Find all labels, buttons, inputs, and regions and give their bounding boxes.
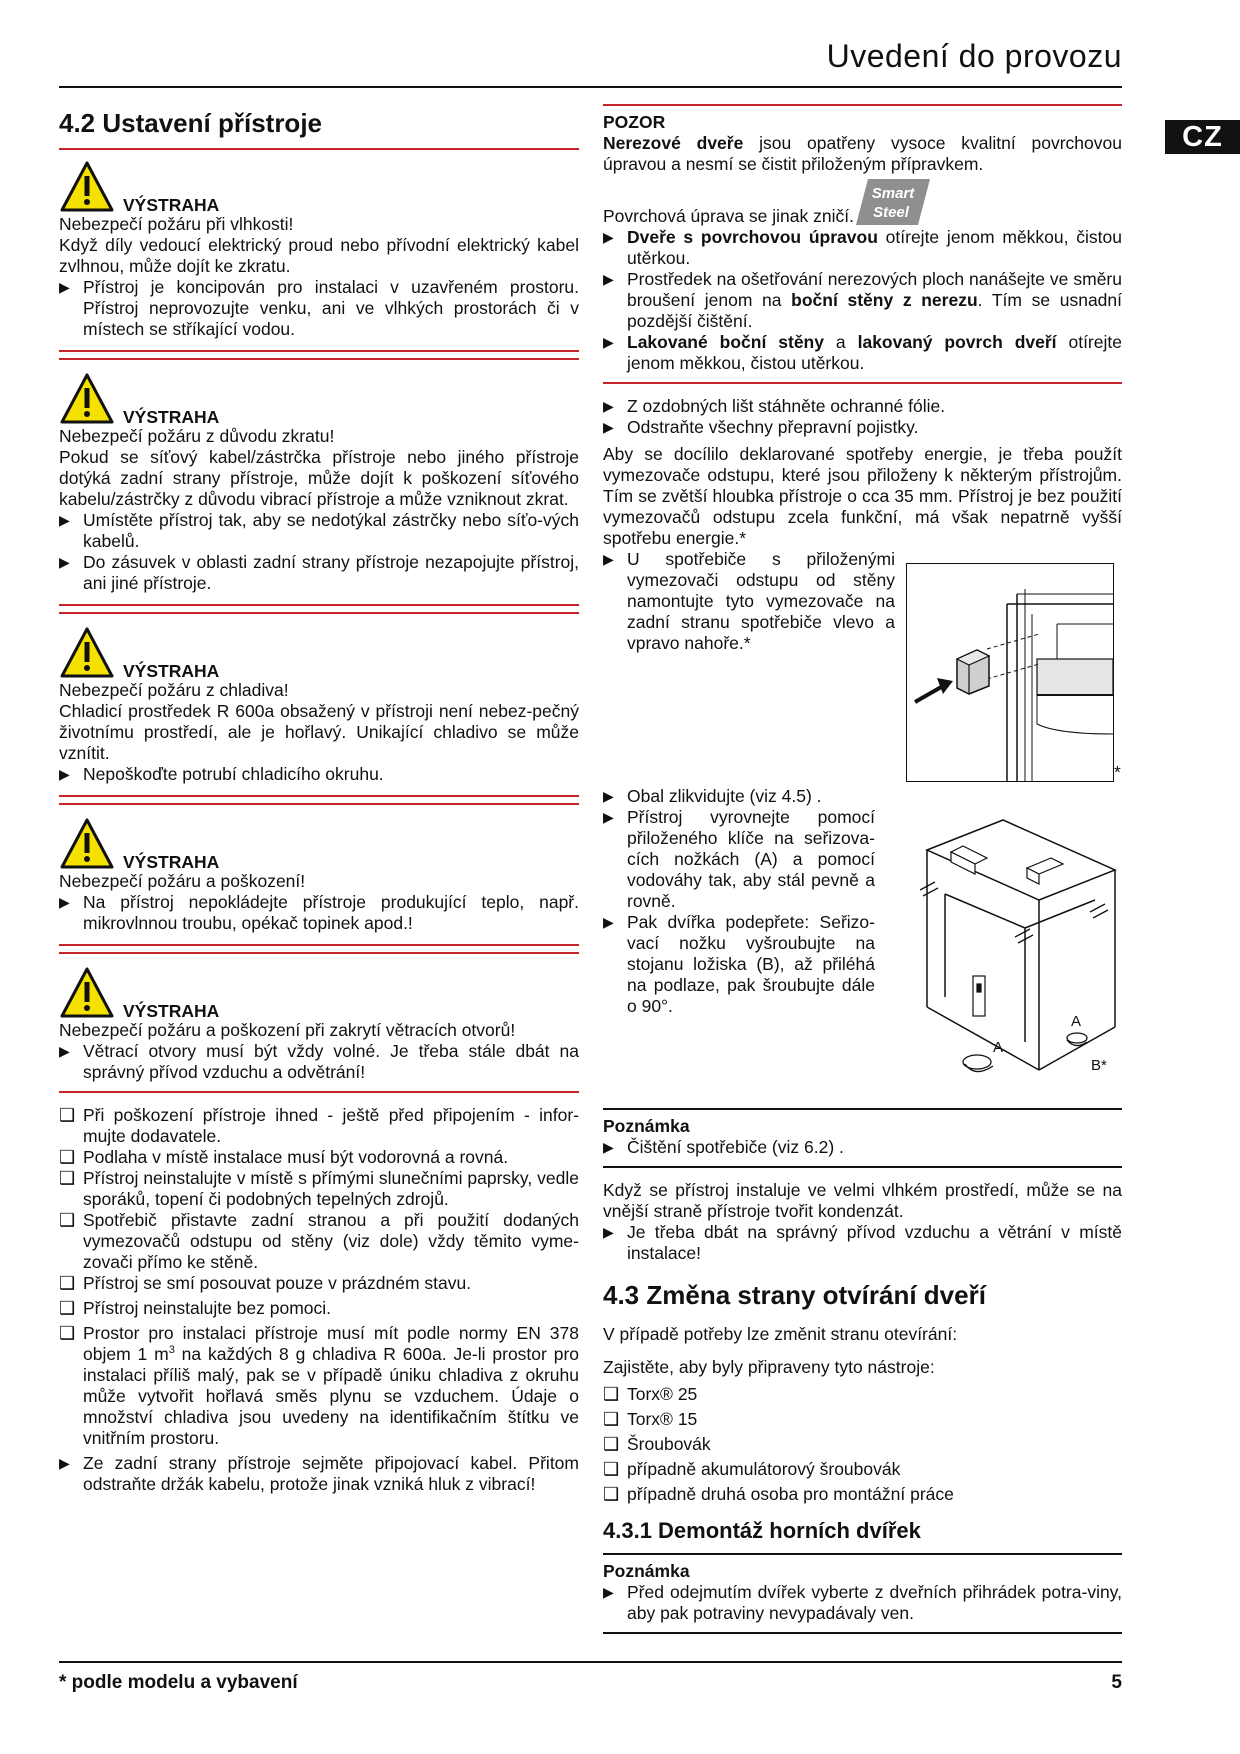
bullet-arrow-icon: ▶ <box>603 334 614 350</box>
header-rule <box>59 86 1122 88</box>
checklist-item: Přístroj neinstalujte v místě s přímými slunečními paprsky, vedle sporáků, topení či podobných tepelných zdrojů. <box>83 1168 579 1209</box>
bullet-arrow-icon: ▶ <box>603 914 614 930</box>
red-rule <box>603 382 1122 384</box>
note-title: Poznámka <box>603 1561 690 1581</box>
bullet-arrow-icon: ▶ <box>603 788 614 804</box>
warning-triangle-icon <box>59 817 115 871</box>
bullet-arrow-icon: ▶ <box>603 809 614 825</box>
spacer-bullet: U spotřebiče s přiloženými vymezovači odstupu od stěny namontujte tyto vymezovače na zadní stranu spotřebiče vlevo a vpravo nahoře.* <box>627 549 895 653</box>
bullet-arrow-icon: ▶ <box>603 271 614 287</box>
tool-item: Torx® 25 <box>627 1384 698 1404</box>
step-bullet: Obal zlikvidujte (viz 4.5) . <box>627 786 822 806</box>
svg-text:Steel: Steel <box>873 204 909 221</box>
bullet-arrow-icon: ▶ <box>603 1584 614 1600</box>
note-bullet: Čištění spotřebiče (viz 6.2) . <box>627 1137 844 1157</box>
black-rule <box>603 1108 1122 1110</box>
warning-bullet: Na přístroj nepokládejte přístroje produkující teplo, např. mikrovlnnou troubu, opékač topinek apod.! <box>83 892 579 933</box>
tool-item: případně druhá osoba pro montážní práce <box>627 1484 954 1504</box>
warning-line: Nebezpečí požáru z důvodu zkratu! <box>59 426 335 446</box>
warning-bullet: Do zásuvek v oblasti zadní strany přístroje nezapojujte přístroj, ani jiné přístroje. <box>83 552 579 593</box>
checkbox-icon: ❑ <box>603 1384 620 1404</box>
footer-rule <box>59 1661 1122 1663</box>
page-number: 5 <box>1111 1672 1122 1693</box>
checkbox-icon: ❑ <box>59 1147 76 1167</box>
bullet-arrow-icon: ▶ <box>603 419 614 435</box>
leveling-illustration <box>915 812 1122 1087</box>
note-title: Poznámka <box>603 1116 690 1136</box>
pozor-bullet: Lakované boční stěny a lakovaný povrch dveří otírejte jenom měkkou, čistou utěrkou. <box>627 332 1122 373</box>
note-bullet: Před odejmutím dvířek vyberte z dveřních přihrádek potra-viny, aby pak potraviny nevypadávaly ven. <box>627 1582 1122 1623</box>
bullet-arrow-icon: ▶ <box>59 1455 70 1471</box>
checkbox-icon: ❑ <box>603 1409 620 1429</box>
door-paragraph-2: Zajistěte, aby byly připraveny tyto nástroje: <box>603 1357 935 1377</box>
door-paragraph-1: V případě potřeby lze změnit stranu otevírání: <box>603 1324 958 1344</box>
pozor-title: POZOR <box>603 112 666 132</box>
bullet-arrow-icon: ▶ <box>59 894 70 910</box>
warning-title: VÝSTRAHA <box>123 407 220 427</box>
warning-line: Když díly vedoucí elektrický proud nebo přívodní elektrický kabel zvlhnou, může dojít ke zkratu. <box>59 235 579 276</box>
warning-block <box>59 813 579 934</box>
checklist-item: Podlaha v místě instalace musí být vodorovná a rovná. <box>83 1147 509 1167</box>
checklist-item: Přístroj neinstalujte bez pomoci. <box>83 1298 332 1318</box>
red-rule <box>59 148 579 150</box>
warning-block <box>59 368 579 594</box>
spacer-paragraph: Aby se docílilo deklarované spotřeby energie, je třeba použít vymezovače odstupu, které jsou přiloženy k některým přístrojům. Tím se zvětší hloubka přístroje o cca 35 mm. Přístroj je bez použití vymezovačů odstupu zcela funkční, má však nepatrně vyšší spotřebu energie.* <box>603 444 1122 548</box>
checkbox-icon: ❑ <box>59 1105 76 1125</box>
pozor-bullet: Dveře s povrchovou úpravou otírejte jenom měkkou, čistou utěrkou. <box>627 227 1122 268</box>
red-double-rule <box>59 604 579 614</box>
warning-line: Nebezpečí požáru a poškození! <box>59 871 306 891</box>
svg-text:B*: B* <box>1091 1057 1107 1074</box>
spacer-illustration <box>907 564 1113 781</box>
humidity-bullet: Je třeba dbát na správný přívod vzduchu a větrání v místě instalace! <box>627 1222 1122 1263</box>
spacer-figure <box>906 563 1114 782</box>
svg-text:Smart: Smart <box>871 185 915 202</box>
pozor-text-2: Povrchová úprava se jinak zničí. <box>603 206 854 226</box>
bullet-arrow-icon: ▶ <box>59 1043 70 1059</box>
bullet-arrow-icon: ▶ <box>603 551 614 567</box>
tool-item: Torx® 15 <box>627 1409 698 1429</box>
red-double-rule <box>59 350 579 360</box>
warning-bullet: Nepoškoďte potrubí chladicího okruhu. <box>83 764 384 784</box>
checkbox-icon: ❑ <box>59 1168 76 1188</box>
warning-bullet: Přístroj je koncipován pro instalaci v uzavřeném prostoru. Přístroj neprovozujte venku, ani ve vlhkých prostorách či v místech se stříkající vodou. <box>83 277 579 339</box>
red-double-rule <box>59 944 579 954</box>
bullet-arrow-icon: ▶ <box>59 279 70 295</box>
black-rule <box>603 1553 1122 1555</box>
warning-block <box>59 962 579 1083</box>
warning-line: Chladicí prostředek R 600a obsažený v přístroji není nebez-pečný životnímu prostředí, ale je hořlavý. Unikající chladivo se může vznítit. <box>59 701 579 763</box>
page-header-title: Uvedení do provozu <box>826 38 1122 74</box>
bullet-arrow-icon: ▶ <box>59 766 70 782</box>
warning-triangle-icon <box>59 966 115 1020</box>
tool-item: Šroubovák <box>627 1434 711 1454</box>
black-rule <box>603 1166 1122 1168</box>
warning-title: VÝSTRAHA <box>123 1001 220 1021</box>
warning-line: Nebezpečí požáru a poškození při zakrytí větracích otvorů! <box>59 1020 516 1040</box>
red-double-rule <box>59 795 579 805</box>
left-column <box>59 100 579 1495</box>
humidity-paragraph: Když se přístroj instaluje ve velmi vlhkém prostředí, může se na vnější straně přístroje tvořit kondenzát. <box>603 1180 1122 1221</box>
bullet-arrow-icon: ▶ <box>59 512 70 528</box>
bullet-arrow-icon: ▶ <box>59 554 70 570</box>
final-bullet: Ze zadní strany přístroje sejměte připojovací kabel. Přitom odstraňte držák kabelu, protože jinak vzniká hluk z vibrací! <box>83 1453 579 1494</box>
footer-footnote: * podle modelu a vybavení <box>59 1672 298 1693</box>
warning-bullet: Větrací otvory musí být vždy volné. Je třeba stále dbát na správný přívod vzduchu a odvětrání! <box>83 1041 579 1082</box>
warning-triangle-icon <box>59 160 115 214</box>
warning-triangle-icon <box>59 626 115 680</box>
warning-triangle-icon <box>59 372 115 426</box>
warning-line: Nebezpečí požáru při vlhkosti! <box>59 214 294 234</box>
pozor-text: Nerezové dveře jsou opatřeny vysoce kvalitní povrchovou úpravou a nesmí se čistit přiloženým přípravkem. <box>603 133 1122 174</box>
section-title-4-3: 4.3 Změna strany otvírání dveří <box>603 1280 986 1310</box>
language-tab: CZ <box>1165 120 1240 154</box>
step-bullet: Odstraňte všechny přepravní pojistky. <box>627 417 919 437</box>
checklist-item: Přístroj se smí posouvat pouze v prázdném stavu. <box>83 1273 472 1293</box>
warning-line: Nebezpečí požáru z chladiva! <box>59 680 289 700</box>
smart-steel-logo-icon <box>854 177 932 227</box>
checkbox-icon: ❑ <box>603 1459 620 1479</box>
checkbox-icon: ❑ <box>59 1323 76 1343</box>
svg-text:A: A <box>993 1039 1004 1056</box>
warning-line: Pokud se síťový kabel/zástrčka přístroje nebo jiného přístroje dotýká zadní strany přístroje, může dojít k poškození síťového kabelu/zástrčky z důvodu vibrací přístroje a může vzniknout zkrat. <box>59 447 579 509</box>
checklist-item: Spotřebič přistavte zadní stranou a při použití dodaných vymezovačů odstupu od stěny (viz dole) vždy těmito vyme-zovači přímo ke stěně. <box>83 1210 579 1272</box>
step-bullet: Přístroj vyrovnejte pomocí přiloženého klíče na seřizova-cích nožkách (A) a pomocí vodováhy tak, aby stál pevně a rovně. <box>627 807 875 911</box>
subsection-title-4-3-1: 4.3.1 Demontáž horních dvířek <box>603 1518 921 1543</box>
warning-title: VÝSTRAHA <box>123 852 220 872</box>
leveling-figure <box>915 812 1122 1087</box>
step-bullet: Z ozdobných lišt stáhněte ochranné fólie. <box>627 396 946 416</box>
step-bullet: Pak dvířka podepřete: Seřizo-vací nožku vyšroubujte na stojanu ložiska (B), až přiléhá na podlaze, pak šroubujte dále o 90°. <box>627 912 875 1016</box>
checklist-item-volume: Prostor pro instalaci přístroje musí mít podle normy EN 378 objem 1 $m^3$ na každých 8 g chladiva R 600a. Je-li prostor pro instalaci příliš malý, pak se v případě úniku chladiva z okruhu může vytvořit hořlavá směs plynu se vzduchem. Údaje o množství chladiva jsou uvedeny na identifikačním štítku ve vnitřním prostoru. <box>83 1323 580 1448</box>
black-rule <box>603 1632 1122 1634</box>
warning-block <box>59 622 579 785</box>
tool-item: případně akumulátorový šroubovák <box>627 1459 901 1479</box>
checkbox-icon: ❑ <box>59 1273 76 1293</box>
svg-text:A: A <box>1071 1013 1082 1030</box>
warning-title: VÝSTRAHA <box>123 661 220 681</box>
figure-footnote-mark: * <box>1114 762 1121 782</box>
bullet-arrow-icon: ▶ <box>603 1139 614 1155</box>
checkbox-icon: ❑ <box>59 1210 76 1230</box>
checklist-item: Při poškození přístroje ihned - ještě před připojením - infor-mujte dodavatele. <box>83 1105 579 1146</box>
warning-block <box>59 156 579 340</box>
checkbox-icon: ❑ <box>603 1484 620 1504</box>
red-rule <box>603 104 1122 106</box>
section-title-4-2: 4.2 Ustavení přístroje <box>59 108 322 138</box>
pozor-bullet: Prostředek na ošetřování nerezových ploch nanášejte ve směru broušení jenom na boční stěny z nerezu. Tím se usnadní pozdější čištění. <box>627 269 1122 331</box>
bullet-arrow-icon: ▶ <box>603 229 614 245</box>
bullet-arrow-icon: ▶ <box>603 398 614 414</box>
warning-bullet: Umístěte přístroj tak, aby se nedotýkal zástrčky nebo síťo-vých kabelů. <box>83 510 579 551</box>
right-column-bottom <box>603 1102 1122 1640</box>
warning-title: VÝSTRAHA <box>123 195 220 215</box>
checkbox-icon: ❑ <box>603 1434 620 1454</box>
red-rule <box>59 1091 579 1093</box>
bullet-arrow-icon: ▶ <box>603 1224 614 1240</box>
checkbox-icon: ❑ <box>59 1298 76 1318</box>
